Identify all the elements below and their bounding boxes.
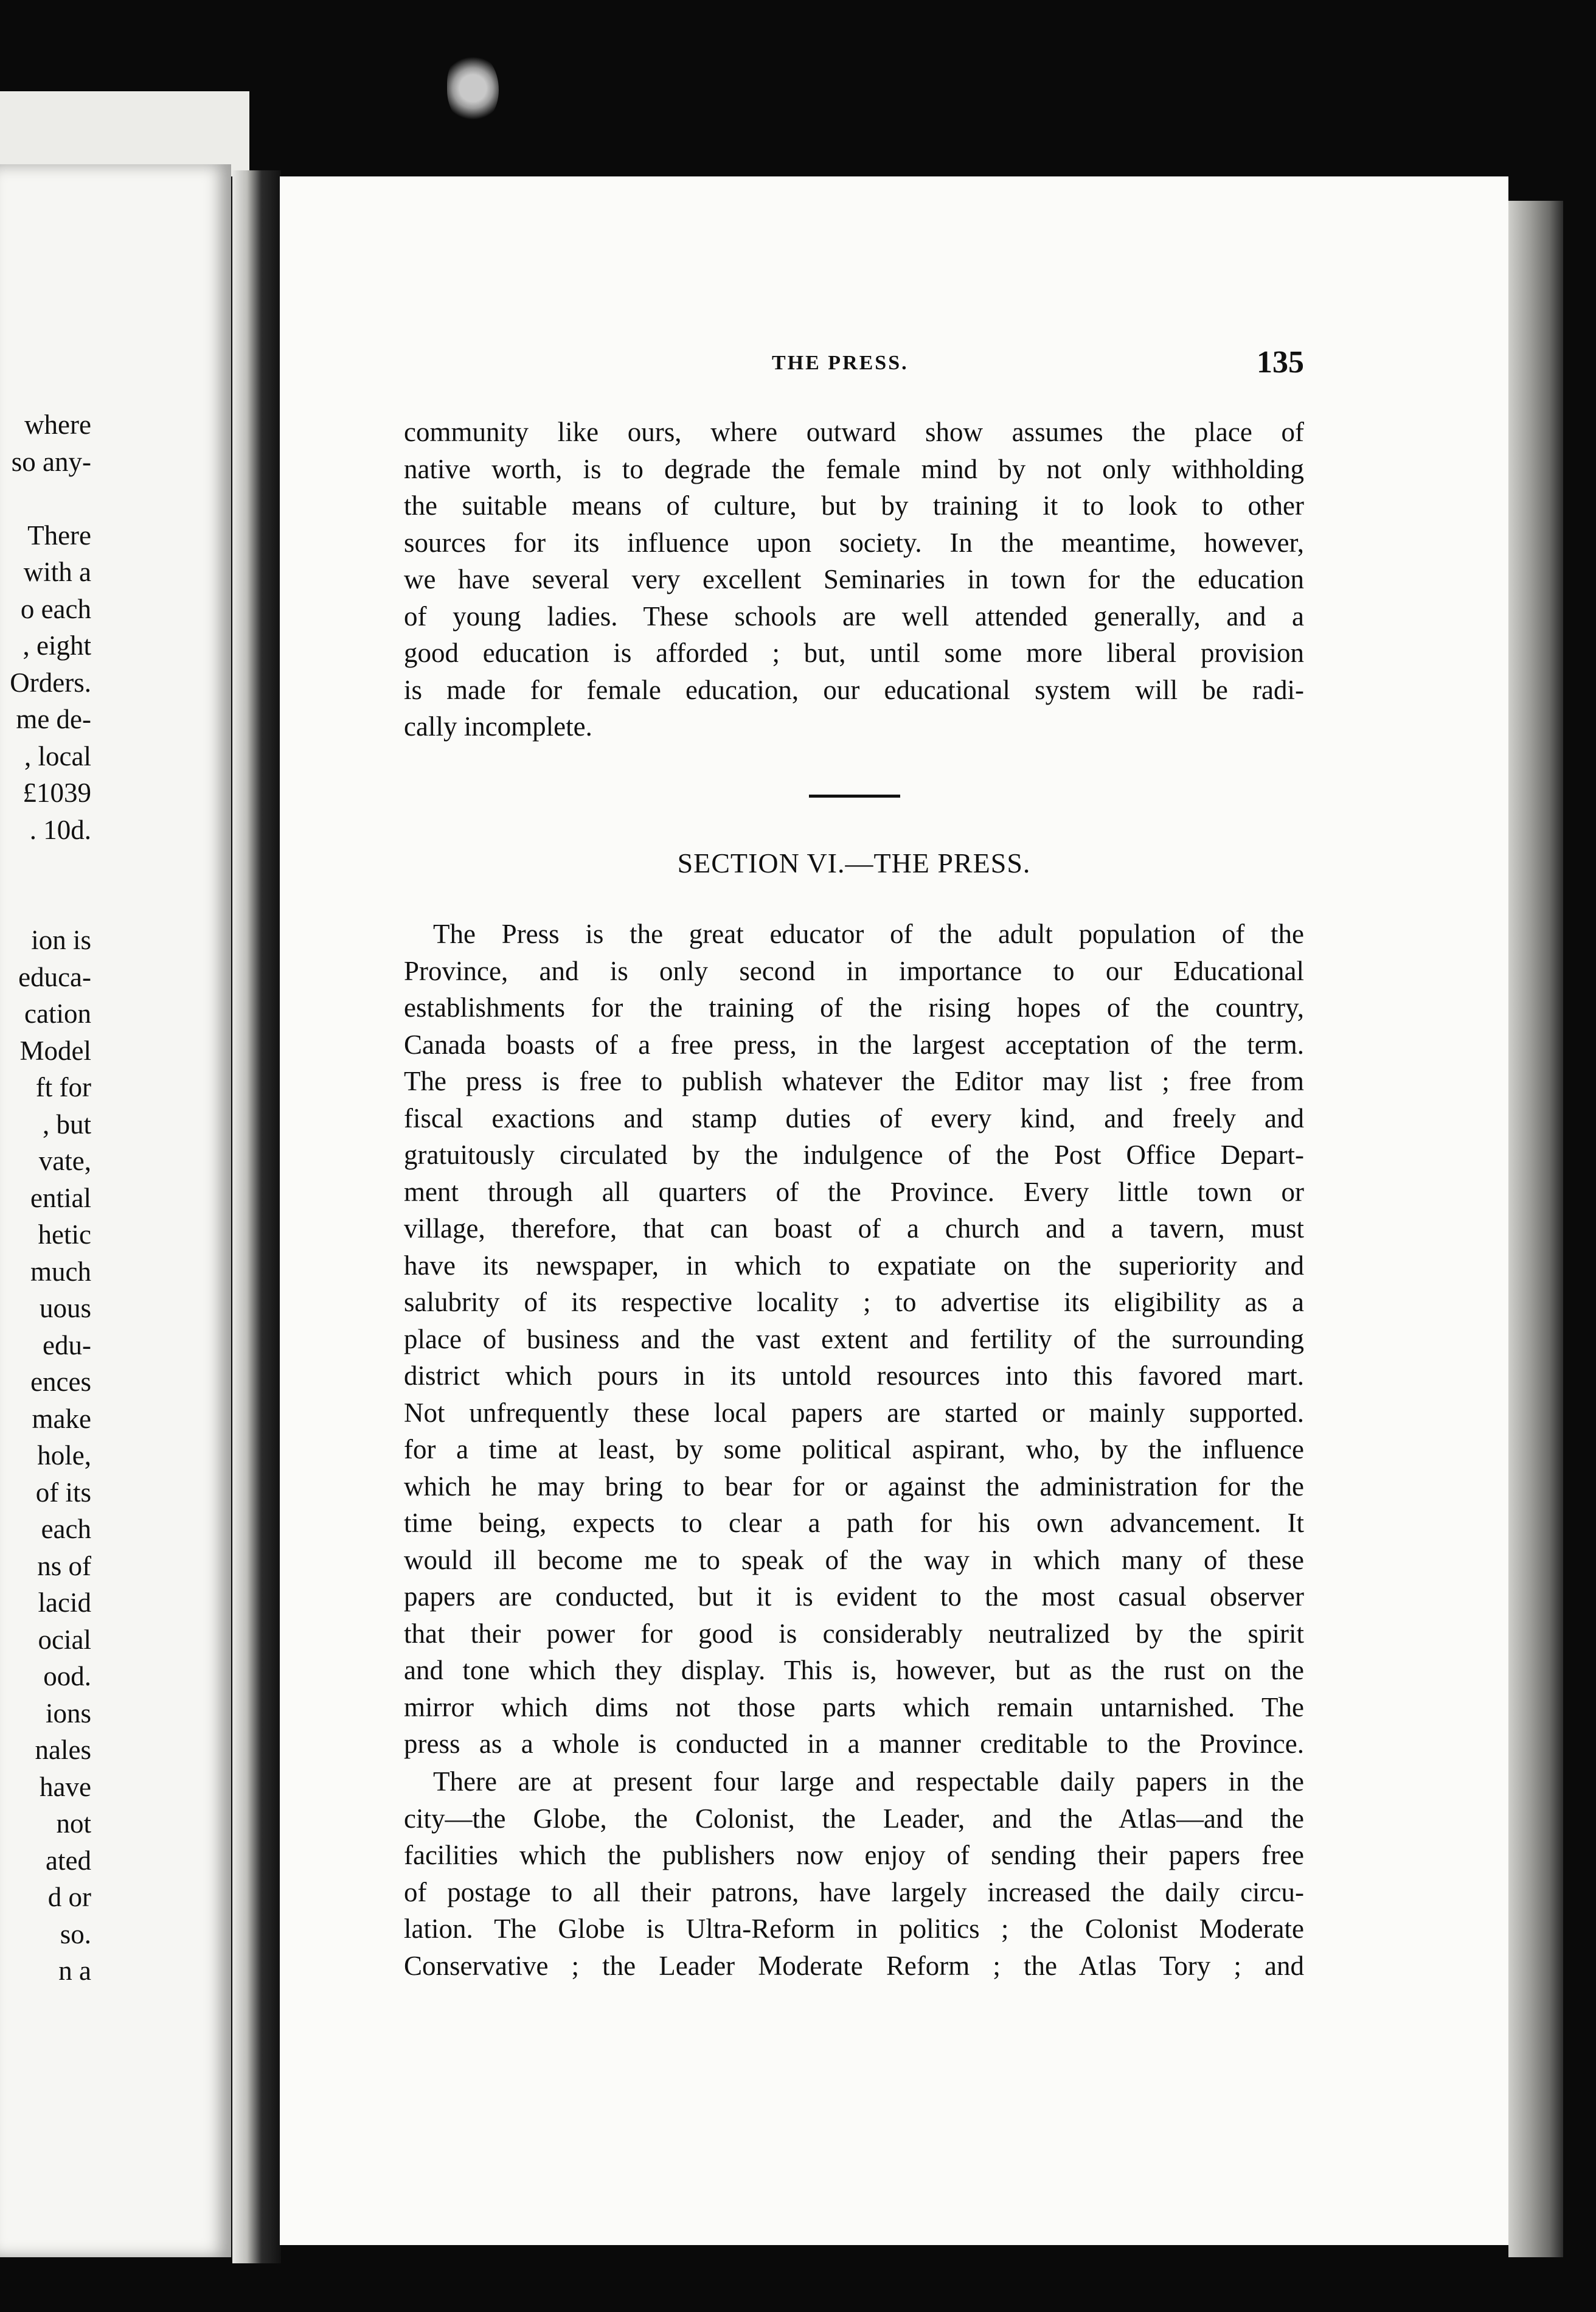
left-page-line: , but xyxy=(42,1109,91,1140)
text-line: press as a whole is conducted in a manner creditable to the Province. xyxy=(404,1729,1304,1759)
left-page-line: n a xyxy=(58,1955,91,1986)
text-line: community like ours, where outward show assumes the place of xyxy=(404,417,1304,447)
text-line: would ill become me to speak of the way in which many of these xyxy=(404,1544,1304,1575)
left-page-line: with a xyxy=(23,557,91,587)
text-line: that their power for good is considerably neutralized by the spirit xyxy=(404,1618,1304,1649)
left-page-line: Orders. xyxy=(10,667,91,698)
text-line: gratuitously circulated by the indulgence of the Post Office Depart- xyxy=(404,1140,1304,1170)
text-line: have its newspaper, in which to expatiate on the superiority and xyxy=(404,1250,1304,1281)
text-line: papers are conducted, but it is evident to the most casual observer xyxy=(404,1581,1304,1612)
text-line: city—the Globe, the Colonist, the Leader, and the Atlas—and the xyxy=(404,1803,1304,1834)
running-title: THE PRESS. xyxy=(772,352,909,374)
text-line: The Press is the great educator of the adult population of the xyxy=(433,919,1304,949)
left-page-line: , local xyxy=(24,740,91,771)
left-page xyxy=(0,164,231,2257)
text-line: ment through all quarters of the Province. Every little town or xyxy=(404,1176,1304,1207)
text-line: Conservative ; the Leader Moderate Reform ; the Atlas Tory ; and xyxy=(404,1950,1304,1981)
left-page-text xyxy=(0,406,91,1990)
text-line: salubrity of its respective locality ; to advertise its eligibility as a xyxy=(404,1287,1304,1317)
text-line: the suitable means of culture, but by training it to look to other xyxy=(404,490,1304,521)
text-line: Province, and is only second in importance to our Educational xyxy=(404,955,1304,986)
text-line: lation. The Globe is Ultra-Reform in politics ; the Colonist Moderate xyxy=(404,1913,1304,1944)
section-heading: SECTION VI.—THE PRESS. xyxy=(677,848,1031,879)
book-gutter xyxy=(232,170,281,2263)
text-line: district which pours in its untold resources into this favored mart. xyxy=(404,1360,1304,1391)
text-line: is made for female education, our educational system will be radi- xyxy=(404,674,1304,705)
left-page-line: so. xyxy=(60,1918,91,1949)
text-line: and tone which they display. This is, however, but as the rust on the xyxy=(404,1655,1304,1685)
left-page-line: There xyxy=(27,520,91,551)
left-page-line: where xyxy=(24,409,91,440)
left-page-line: ions xyxy=(45,1697,91,1729)
left-page-line: ion is xyxy=(31,925,91,955)
page-number: 135 xyxy=(1257,345,1304,380)
left-page-line: so any- xyxy=(11,446,91,477)
left-page-top-edge xyxy=(0,91,249,176)
left-page-line: make xyxy=(32,1403,91,1434)
left-page-line: ft for xyxy=(35,1072,91,1102)
left-page-line: d or xyxy=(47,1882,91,1912)
left-page-line: edu- xyxy=(43,1329,91,1360)
text-line: place of business and the vast extent and fertility of the surrounding xyxy=(404,1323,1304,1354)
text-line: of young ladies. These schools are well attended generally, and a xyxy=(404,601,1304,632)
left-page-line: Model xyxy=(19,1035,91,1066)
left-page-line: £1039 xyxy=(23,778,91,808)
text-line: sources for its influence upon society. In the meantime, however, xyxy=(404,527,1304,558)
left-page-line: vate, xyxy=(38,1146,91,1176)
left-page-line: cation xyxy=(24,998,91,1029)
text-line: which he may bring to bear for or against the administration for the xyxy=(404,1471,1304,1502)
left-page-line: ood. xyxy=(43,1661,91,1691)
left-page-line: not xyxy=(56,1808,91,1839)
left-page-line: have xyxy=(40,1771,91,1802)
text-line: time being, expects to clear a path for his own advancement. It xyxy=(404,1508,1304,1538)
left-page-line: ated xyxy=(46,1845,91,1876)
left-page-line: of its xyxy=(35,1477,91,1508)
text-line: Not unfrequently these local papers are started or mainly supported. xyxy=(404,1397,1304,1428)
left-page-line: o each xyxy=(20,593,91,624)
text-line: native worth, is to degrade the female mind by not only withholding xyxy=(404,453,1304,484)
left-page-line: ences xyxy=(30,1367,91,1397)
text-line: good education is afforded ; but, until some more liberal provision xyxy=(404,638,1304,668)
left-page-line: ns of xyxy=(37,1550,91,1581)
stain-mark xyxy=(447,52,499,125)
text-line: facilities which the publishers now enjoy of sending their papers free xyxy=(404,1840,1304,1870)
text-line: cally incomplete. xyxy=(404,711,592,742)
left-page-line xyxy=(0,885,91,922)
paragraph-2 xyxy=(404,916,1304,1763)
text-line: mirror which dims not those parts which remain untarnished. The xyxy=(404,1691,1304,1722)
left-page-line: , eight xyxy=(23,630,91,661)
left-page-line: ential xyxy=(30,1182,91,1213)
left-page-line xyxy=(0,480,91,517)
text-line: Canada boasts of a free press, in the largest acceptation of the term. xyxy=(404,1029,1304,1060)
text-line: The press is free to publish whatever the Editor may list ; free from xyxy=(404,1066,1304,1096)
text-line: establishments for the training of the rising hopes of the country, xyxy=(404,992,1304,1023)
left-page-line: . 10d. xyxy=(29,814,91,845)
text-line: for a time at least, by some political aspirant, who, by the influence xyxy=(404,1434,1304,1464)
paragraph-1 xyxy=(404,414,1304,745)
left-page-line: nales xyxy=(35,1735,91,1765)
left-page-line: hole, xyxy=(37,1440,91,1471)
page-edge xyxy=(1508,201,1563,2257)
text-line: village, therefore, that can boast of a church and a tavern, must xyxy=(404,1213,1304,1244)
text-line: we have several very excellent Seminaries in town for the education xyxy=(404,564,1304,594)
text-line: of postage to all their patrons, have largely increased the daily circu- xyxy=(404,1876,1304,1907)
left-page-line: much xyxy=(30,1256,91,1287)
left-page-line: lacid xyxy=(38,1587,91,1618)
left-page-line xyxy=(0,848,91,885)
left-page-line: uous xyxy=(39,1293,91,1323)
left-page-line: me de- xyxy=(16,704,91,734)
paragraph-3 xyxy=(404,1763,1304,1984)
text-line: There are at present four large and respectable daily papers in the xyxy=(433,1766,1304,1797)
left-page-line: hetic xyxy=(38,1219,91,1250)
running-head xyxy=(404,345,1304,388)
section-divider xyxy=(809,795,900,798)
text-line: fiscal exactions and stamp duties of every kind, and freely and xyxy=(404,1102,1304,1133)
left-page-line: each xyxy=(41,1514,91,1544)
left-page-line: educa- xyxy=(18,961,91,992)
left-page-line: ocial xyxy=(38,1624,91,1655)
